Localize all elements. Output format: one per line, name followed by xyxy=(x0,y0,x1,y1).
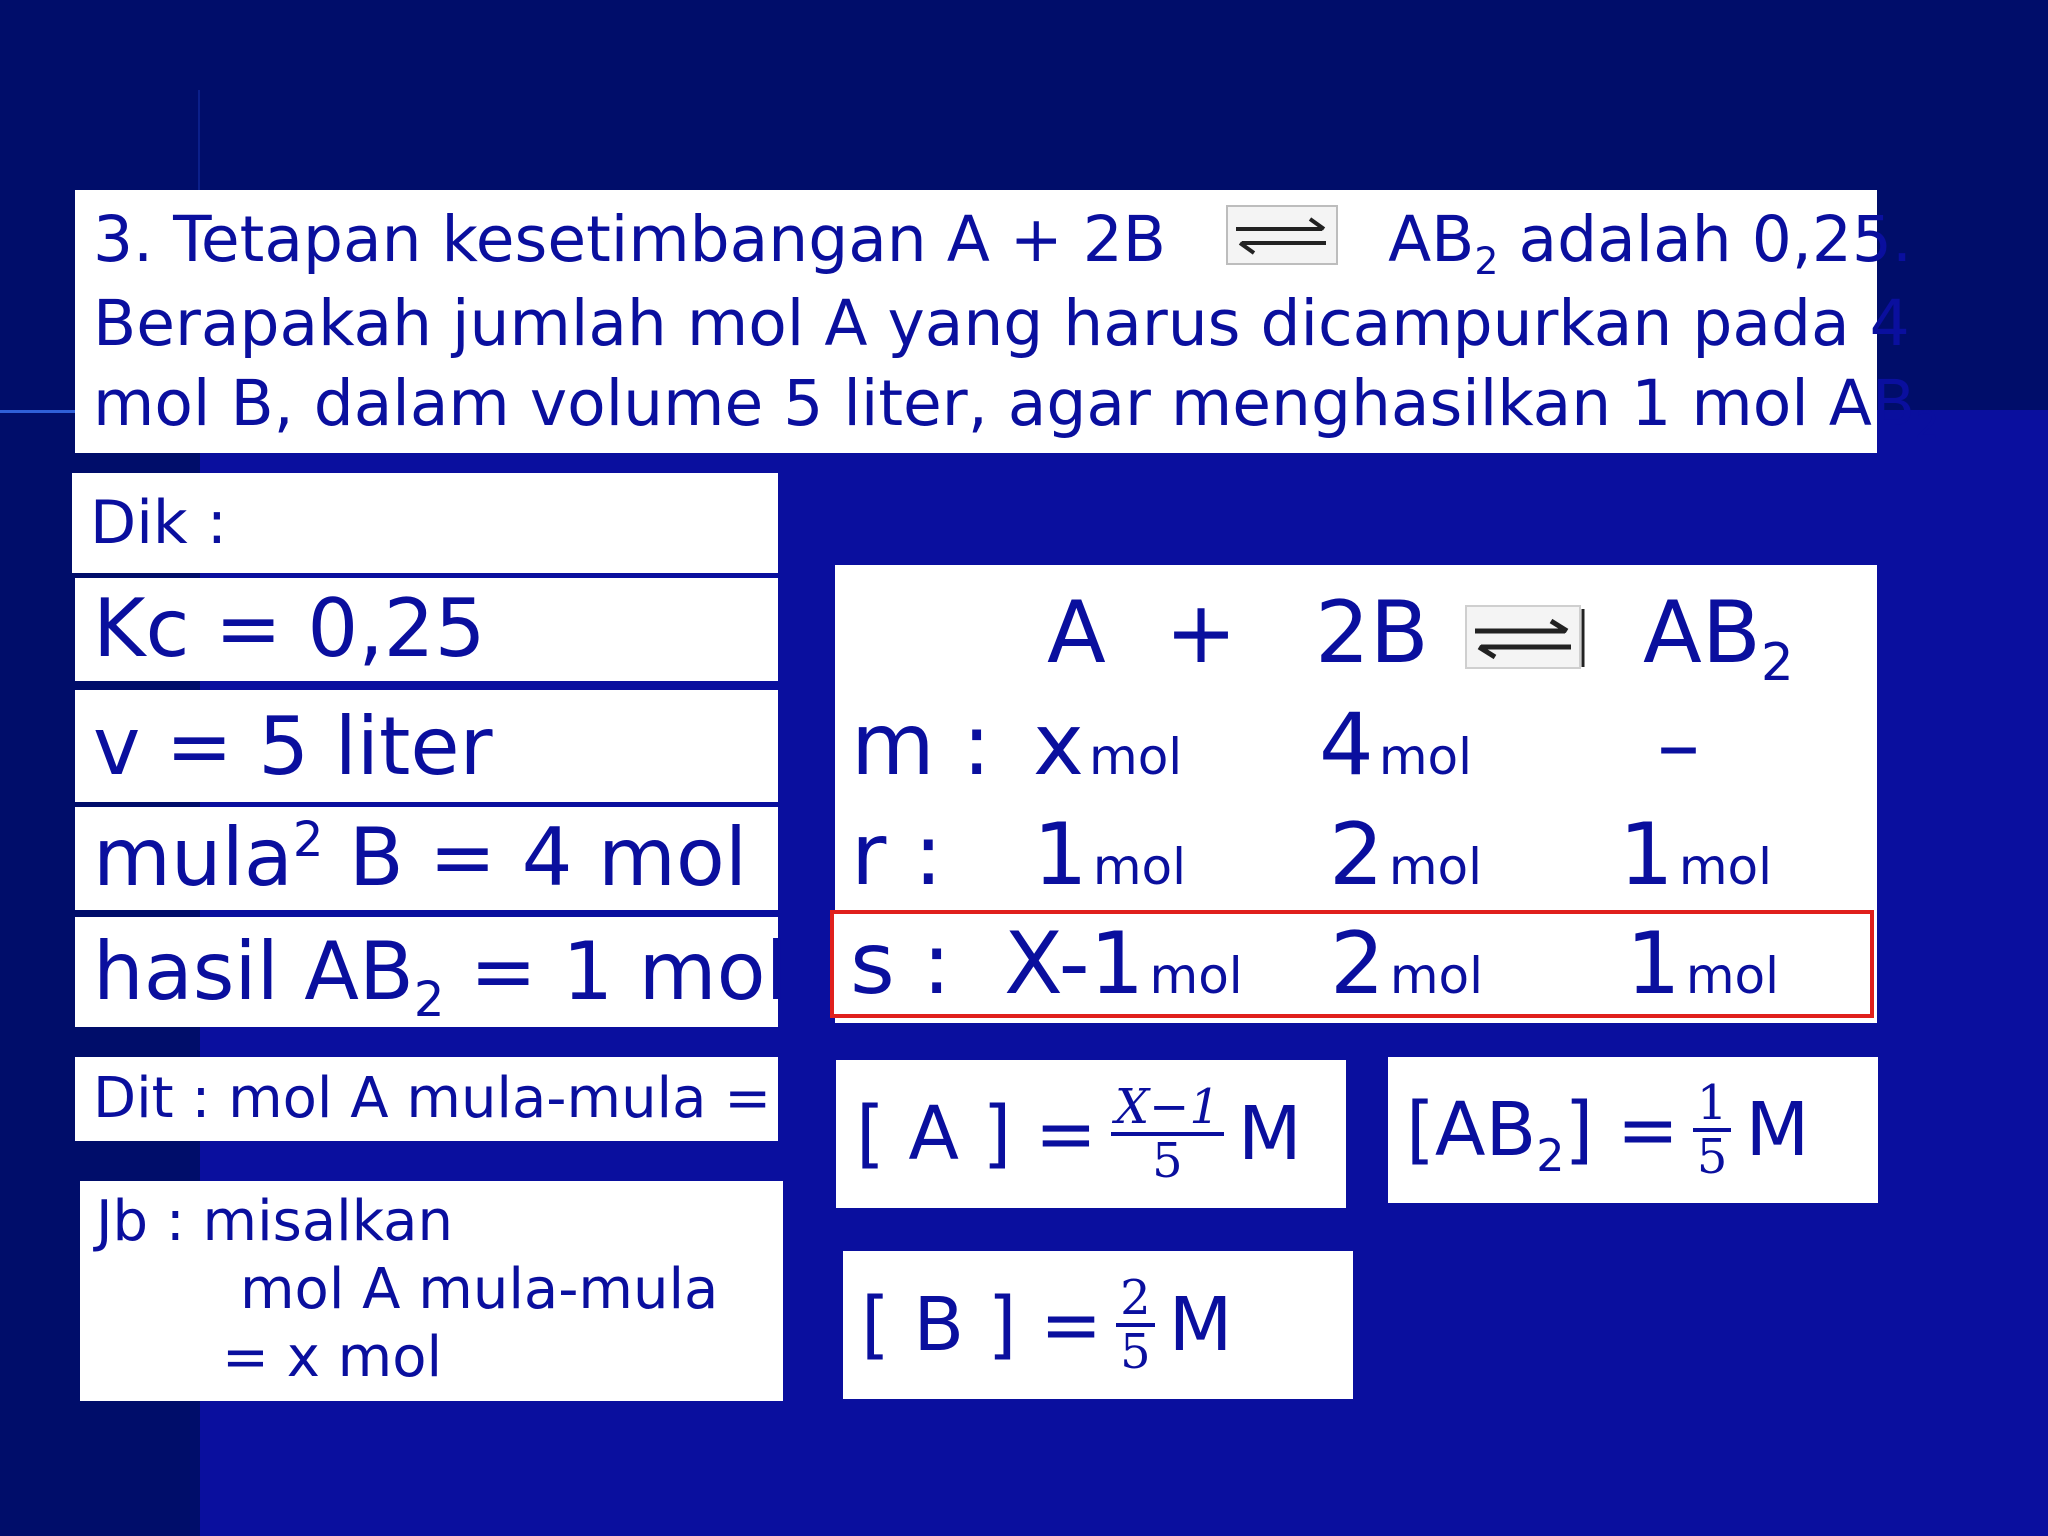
cell-b-s: 2 mol xyxy=(1330,914,1484,1014)
question-text: 3. Tetapan kesetimbangan A + 2B xyxy=(93,203,1166,276)
numerator: 2 xyxy=(1116,1273,1155,1327)
cell-b-r: 2 mol xyxy=(1329,805,1483,905)
fraction xyxy=(1111,1078,1224,1189)
kc-value: Kc = 0,25 xyxy=(93,582,486,675)
initial-b-box xyxy=(75,807,778,910)
question-text: AB xyxy=(1388,203,1475,276)
answer-line-1: Jb : misalkan xyxy=(96,1189,453,1254)
concentration-ab2-label: $[AB_2]$ = xyxy=(1406,1087,1679,1182)
reactant-a: A xyxy=(1047,583,1106,683)
row-label-s: s : xyxy=(850,914,952,1014)
cell-a-r: 1 mol xyxy=(1033,805,1187,905)
numerator: 1 xyxy=(1693,1078,1732,1132)
equilibrium-row-highlight xyxy=(830,910,1874,1018)
cell-b-m: 4 mol xyxy=(1319,695,1473,795)
cell-p-m: – xyxy=(1657,695,1700,795)
initial-b-text: B = 4 mol xyxy=(323,811,748,904)
concentration-a-label: [ A ] = xyxy=(856,1091,1097,1177)
superscript: 2 xyxy=(292,812,324,869)
concentration-b-box xyxy=(843,1251,1353,1399)
subscript: 2 xyxy=(1536,1130,1565,1182)
answer-line-2: mol A mula-mula xyxy=(240,1257,719,1322)
fraction xyxy=(1693,1074,1732,1185)
question-line-3 xyxy=(93,364,1940,448)
product-label: AB xyxy=(1643,583,1761,683)
row-label-m: m : xyxy=(851,695,992,795)
product-ab2 xyxy=(1643,583,1794,694)
answer-box xyxy=(80,1181,783,1401)
question-text: mol B, dalam volume 5 liter, agar menghasilkan 1 mol AB xyxy=(93,366,1916,440)
product-text: hasil AB xyxy=(93,925,414,1018)
known-header-box xyxy=(72,473,778,573)
equilibrium-arrow-icon xyxy=(1226,204,1338,284)
answer-line-3: = x mol xyxy=(222,1325,443,1390)
denominator: 5 xyxy=(1696,1129,1728,1185)
subscript: 2 xyxy=(1915,403,1940,448)
subscript: 2 xyxy=(1760,633,1794,694)
equilibrium-arrow-icon xyxy=(1465,605,1585,673)
cell-a-s: X-1 mol xyxy=(1004,914,1243,1014)
row-label-r: r : xyxy=(851,805,943,905)
unit: M xyxy=(1745,1087,1810,1173)
product-text: = 1 mol xyxy=(444,925,788,1018)
question-box xyxy=(75,190,1940,453)
decorative-line xyxy=(0,410,75,413)
denominator: 5 xyxy=(1120,1324,1151,1380)
question-line-1 xyxy=(93,200,1913,284)
reactant-2b: 2B xyxy=(1315,583,1429,683)
concentration-ab2-box xyxy=(1388,1057,1878,1203)
volume-value: v = 5 liter xyxy=(93,700,493,793)
asked-box xyxy=(75,1057,778,1141)
cell-p-s: 1 mol xyxy=(1626,914,1780,1014)
cell-p-r: 1 mol xyxy=(1619,805,1773,905)
plus-sign: + xyxy=(1165,583,1238,683)
denominator: 5 xyxy=(1152,1133,1183,1189)
subscript: 2 xyxy=(413,971,445,1028)
concentration-a-box xyxy=(836,1060,1346,1208)
volume-box xyxy=(75,690,778,802)
question-text: adalah 0,25. xyxy=(1498,203,1913,276)
cell-a-m: x mol xyxy=(1033,695,1183,795)
numerator: X−1 xyxy=(1111,1082,1224,1136)
unit: M xyxy=(1237,1091,1302,1177)
concentration-b-label: [ B ] = xyxy=(861,1282,1103,1368)
asked-text: Dit : mol A mula-mula = xyxy=(93,1066,772,1131)
kc-box xyxy=(75,578,778,681)
unit: M xyxy=(1168,1282,1233,1368)
known-header: Dik : xyxy=(90,488,227,558)
initial-b-text: mula xyxy=(93,811,293,904)
subscript: 2 xyxy=(1474,239,1499,284)
fraction xyxy=(1116,1269,1155,1380)
question-line-2: Berapakah jumlah mol A yang harus dicampurkan pada 4 xyxy=(93,286,1910,360)
product-box xyxy=(75,917,788,1028)
